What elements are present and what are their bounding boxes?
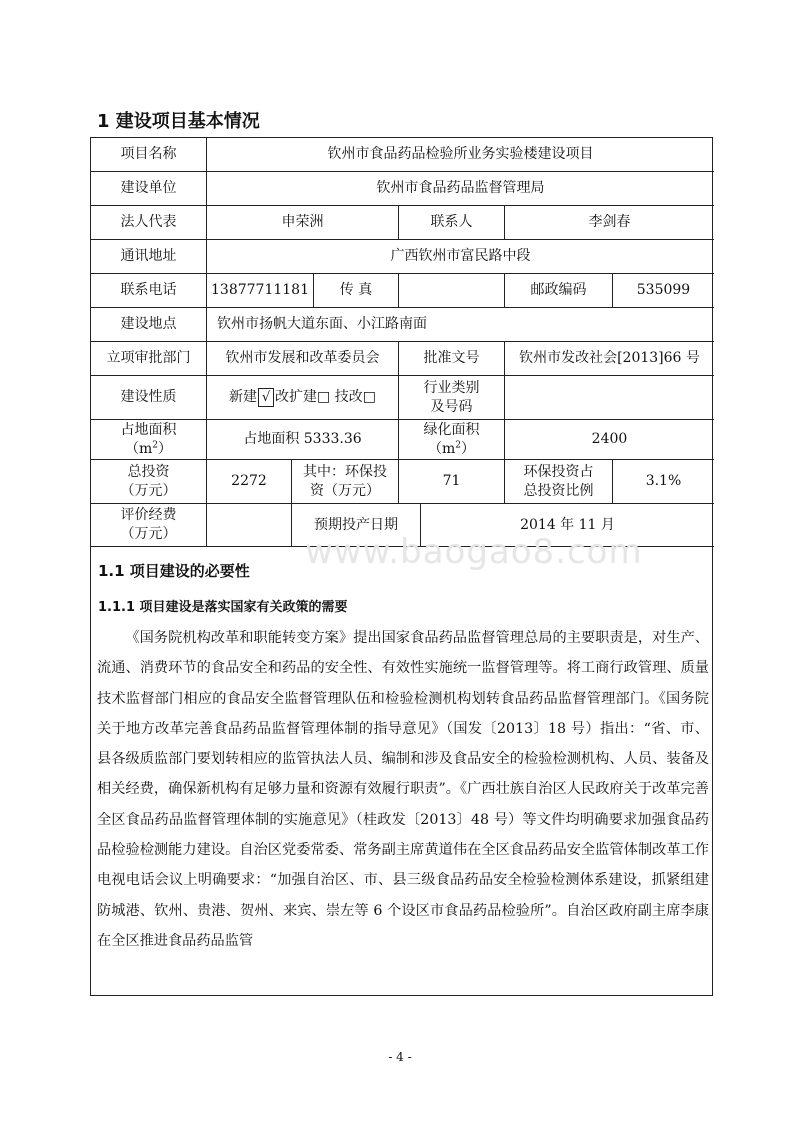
green-label-line1: 绿化面积 <box>423 421 480 438</box>
project-name-label: 项目名称 <box>91 138 207 172</box>
contact-label: 联系人 <box>399 206 505 240</box>
page-number: - 4 - <box>388 1050 412 1064</box>
approval-no-label: 批准文号 <box>399 342 505 376</box>
unit-label: 建设单位 <box>91 172 207 206</box>
address-value: 广西钦州市富民路中段 <box>207 240 714 274</box>
section-1-1-heading: 1.1 项目建设的必要性 <box>98 562 250 580</box>
site-value: 钦州市扬帆大道东面、小江路南面 <box>207 308 714 342</box>
prod-date-label: 预期投产日期 <box>292 504 421 547</box>
env-ratio-label-line1: 环保投资占 <box>523 463 594 480</box>
env-ratio-label <box>505 460 613 504</box>
watermark: www.baogao8.com <box>305 532 643 572</box>
invest-label-line1: 总投资 <box>127 463 170 480</box>
env-invest-label <box>292 460 399 504</box>
contact-value: 李剑春 <box>505 206 714 240</box>
invest-label-line2: （万元） <box>120 482 177 499</box>
env-ratio-value: 3.1% <box>613 460 714 504</box>
green-value: 2400 <box>505 420 714 460</box>
approval-dept-value: 钦州市发展和改革委员会 <box>207 342 399 376</box>
industry-label <box>399 376 505 420</box>
env-ratio-label-line2: 总投资比例 <box>523 482 594 499</box>
phone-label: 联系电话 <box>91 274 207 308</box>
eval-fee-label <box>91 504 207 547</box>
industry-value <box>505 376 714 420</box>
eval-fee-label-line2: （万元） <box>120 526 177 542</box>
env-invest-label-line1: 其中：环保投 <box>303 463 387 480</box>
env-invest-label-line2: 资（万元） <box>310 482 380 499</box>
area-label-line2: $(m^2)$ <box>124 439 172 457</box>
green-label <box>399 420 505 460</box>
fax-value <box>399 274 505 308</box>
green-label-line2: $(m^2)$ <box>427 439 475 457</box>
prod-date-value: 2014 年 11 月 <box>421 504 714 547</box>
unit-value: 钦州市食品药品监督管理局 <box>207 172 714 206</box>
invest-label <box>91 460 207 504</box>
postcode-value: 535099 <box>613 274 714 308</box>
project-name-value: 钦州市食品药品检验所业务实验楼建设项目 <box>207 138 714 172</box>
env-invest-value: 71 <box>399 460 505 504</box>
section-1-1-1-heading: 1.1.1 项目建设是落实国家有关政策的需要 <box>98 600 348 615</box>
nature-check-mark: √ <box>258 388 274 407</box>
nature-label: 建设性质 <box>91 376 207 420</box>
nature-rest: 改扩建□ 技改□ <box>275 389 376 405</box>
nature-new: 新建 <box>229 389 258 405</box>
address-label: 通讯地址 <box>91 240 207 274</box>
area-value: 占地面积 5333.36 <box>207 420 399 460</box>
eval-fee-label-line1: 评价经费 <box>120 507 177 523</box>
postcode-label: 邮政编码 <box>505 274 613 308</box>
body-paragraph: 《国务院机构改革和职能转变方案》提出国家食品药品监督管理总局的主要职责是，对生产、流通、消费环节的食品安全和药品的安全性、有效性实施统一监督管理等。将工商行政管理、质量技术监督部门相应的食品安全监督管理队伍和检验检测机构划转食品药品监督管理部门。《国务院关于地方改革完善食品药品监督管理体制的指导意见》（国发〔2013〕18 号）指出：“省、市、县各级质监部门要划转相应的监管执法人员、编制和涉及食品安全的检验检测机构、人员、装备及相关经费，确保新机构有足够力量和资源有效履行职责”。《广西壮族自治区人民政府关于改革完善全区食品药品监督管理体制的实施意见》（桂政发〔2013〕48 号）等文件均明确要求加强食品药品检验检测能力建设。自治区党委常委、常务副主席黄道伟在全区食品药品安全监管体制改革工作电视电话会议上明确要求：“加强自治区、市、县三级食品药品安全检验检测体系建设，抓紧组建防城港、钦州、贵港、贺州、来宾、崇左等 6 个设区市食品药品检验所”。自治区政府副主席李康在全区推进食品药品监管 <box>97 630 709 949</box>
fax-label: 传 真 <box>314 274 399 308</box>
industry-label-line1: 行业类别 <box>423 379 480 396</box>
legal-rep-value: 申荣洲 <box>207 206 399 240</box>
approval-no-value: 钦州市发改社会[2013]66 号 <box>505 342 714 376</box>
area-label <box>91 420 207 460</box>
nature-value <box>207 376 399 420</box>
invest-value: 2272 <box>207 460 292 504</box>
site-label: 建设地点 <box>91 308 207 342</box>
legal-rep-label: 法人代表 <box>91 206 207 240</box>
industry-label-line2: 及号码 <box>430 398 473 415</box>
phone-value: 13877711181 <box>207 274 314 308</box>
page-heading: 1 建设项目基本情况 <box>97 111 260 132</box>
eval-fee-value <box>207 504 292 547</box>
area-label-line1: 占地面积 <box>120 421 177 438</box>
approval-dept-label: 立项审批部门 <box>91 342 207 376</box>
